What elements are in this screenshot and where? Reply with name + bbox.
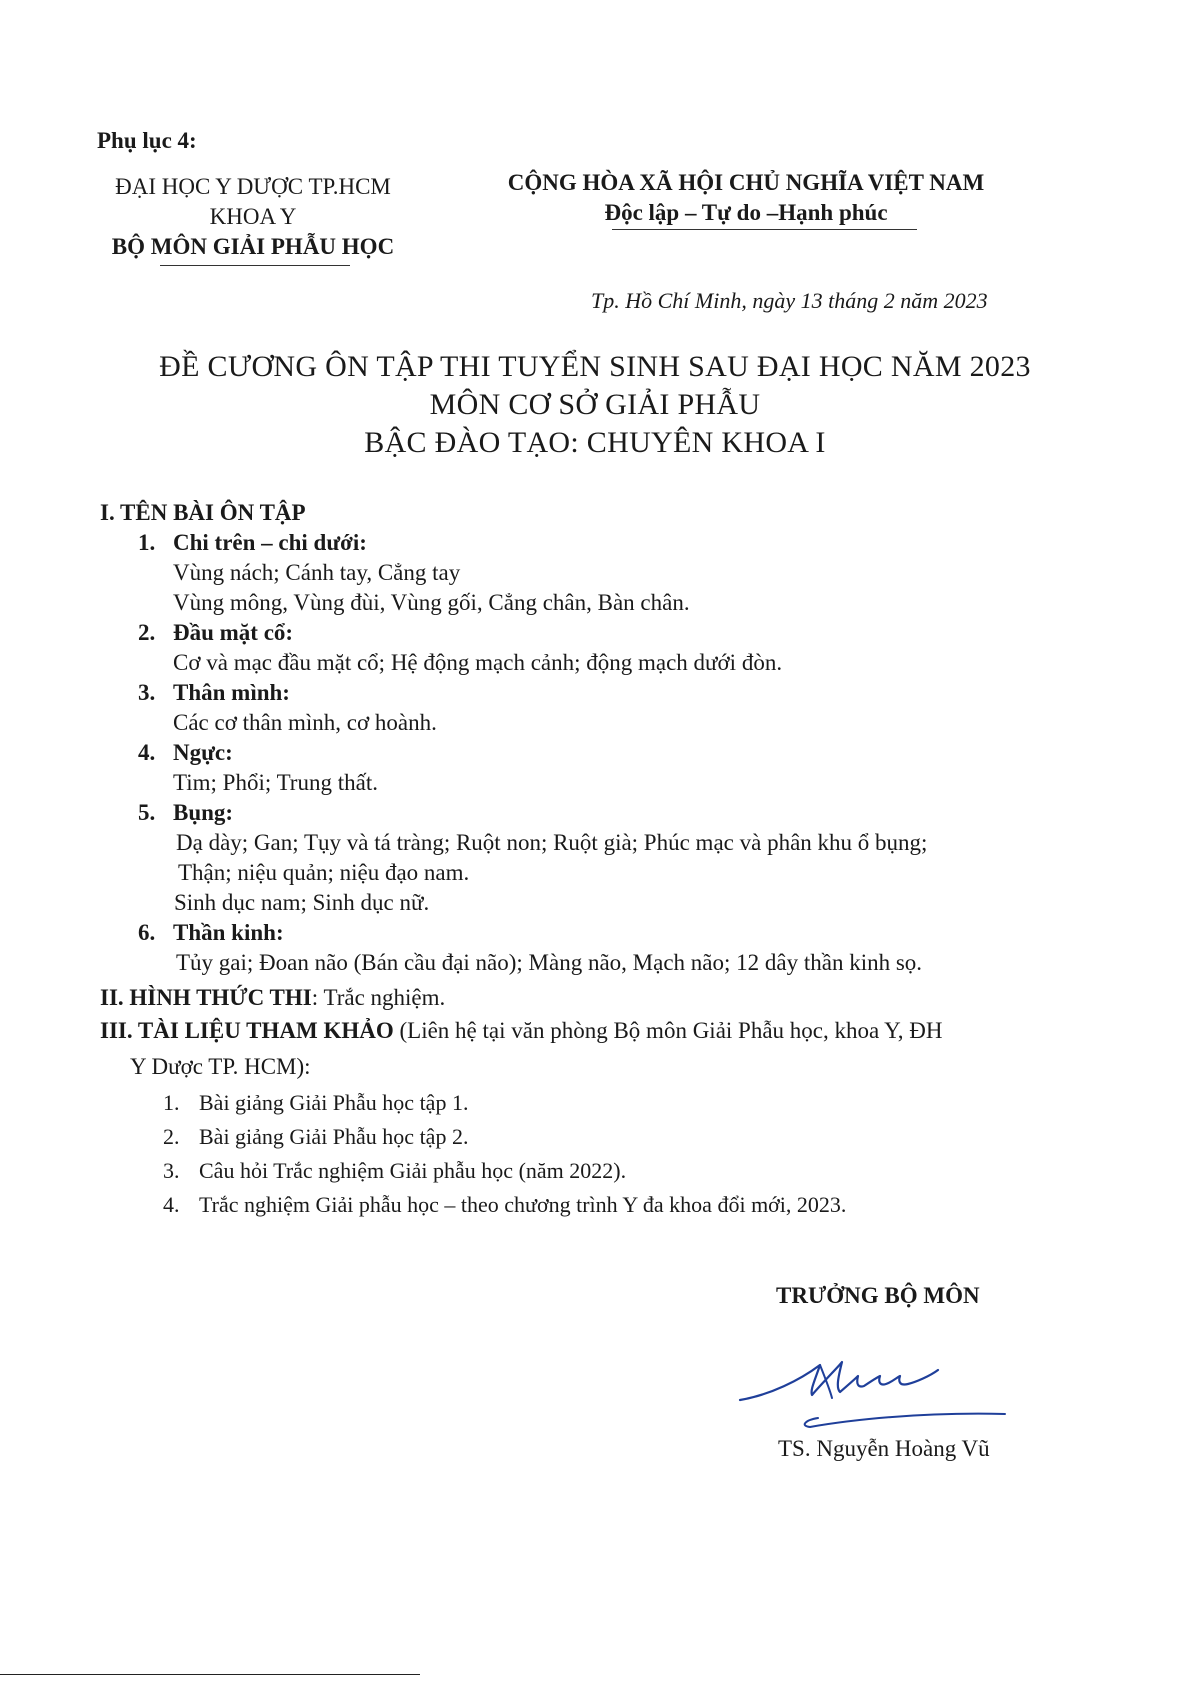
topic-line: Các cơ thân mình, cơ hoành. [173,710,437,735]
topic-line: Tủy gai; Đoan não (Bán cầu đại não); Màng não, Mạch não; 12 dây thần kinh sọ. [176,950,923,975]
department-underline [160,265,350,266]
topic-title: Thần kinh: [173,920,284,945]
topic-number: 1. [138,530,156,555]
section-3-line [100,1018,942,1044]
reference-number: 2. [163,1124,180,1149]
national-motto: Độc lập – Tự do –Hạnh phúc [604,200,888,225]
topic-title: Thân mình: [173,680,290,705]
topic-line: Dạ dày; Gan; Tụy và tá tràng; Ruột non; Ruột già; Phúc mạc và phân khu ổ bụng; [176,830,928,855]
topic-line: Cơ và mạc đầu mặt cổ; Hệ động mạch cảnh; động mạch dưới đòn. [173,650,783,675]
section-1-heading: I. TÊN BÀI ÔN TẬP [100,500,306,525]
topic-number: 5. [138,800,156,825]
handwritten-signature [730,1340,1020,1440]
faculty-name: KHOA Y [209,204,297,229]
reference-number: 1. [163,1090,180,1115]
topic-number: 4. [138,740,156,765]
section-3-heading: III. TÀI LIỆU THAM KHẢO [100,1018,394,1043]
topic-line: Vùng mông, Vùng đùi, Vùng gối, Cẳng chân, Bàn chân. [173,590,690,615]
references-note-cont: Y Dược TP. HCM): [130,1054,311,1079]
motto-underline [612,229,917,230]
topic-title: Ngực: [173,740,233,765]
topic-number: 2. [138,620,156,645]
topic-title: Đầu mặt cổ: [173,620,294,645]
university-name: ĐẠI HỌC Y DƯỢC TP.HCM [115,174,391,199]
section-2-line [100,985,445,1011]
document-title: ĐỀ CƯƠNG ÔN TẬP THI TUYỂN SINH SAU ĐẠI HỌC NĂM 2023 [159,350,1031,383]
republic-name: CỘNG HÒA XÃ HỘI CHỦ NGHĨA VIỆT NAM [507,170,985,195]
reference-number: 3. [163,1158,180,1183]
page-bottom-rule [0,1674,420,1675]
date-line: Tp. Hồ Chí Minh, ngày 13 tháng 2 năm 2023 [591,288,988,313]
subject-title: MÔN CƠ SỞ GIẢI PHẪU [429,388,761,421]
reference-item: Trắc nghiệm Giải phẫu học – theo chương trình Y đa khoa đổi mới, 2023. [199,1192,847,1217]
topic-number: 3. [138,680,156,705]
reference-item: Câu hỏi Trắc nghiệm Giải phẫu học (năm 2022). [199,1158,627,1183]
topic-line: Tim; Phổi; Trung thất. [173,770,378,795]
reference-item: Bài giảng Giải Phẫu học tập 2. [199,1124,469,1149]
topic-line: Sinh dục nam; Sinh dục nữ. [174,890,430,915]
topic-line: Thận; niệu quản; niệu đạo nam. [178,860,470,885]
exam-format: : Trắc nghiệm. [311,985,446,1010]
section-2-heading: II. HÌNH THỨC THI [100,985,312,1010]
topic-line: Vùng nách; Cánh tay, Cẳng tay [173,560,461,585]
topic-title: Chi trên – chi dưới: [173,530,367,555]
level-title: BẬC ĐÀO TẠO: CHUYÊN KHOA I [364,426,826,459]
references-note: (Liên hệ tại văn phòng Bộ môn Giải Phẫu học, khoa Y, ĐH [393,1018,943,1043]
reference-item: Bài giảng Giải Phẫu học tập 1. [199,1090,469,1115]
signer-role: TRƯỞNG BỘ MÔN [776,1283,980,1308]
appendix-label: Phụ lục 4: [97,128,197,153]
reference-number: 4. [163,1192,180,1217]
topic-number: 6. [138,920,156,945]
signer-name: TS. Nguyễn Hoàng Vũ [778,1436,990,1461]
department-name: BỘ MÔN GIẢI PHẪU HỌC [111,234,395,259]
topic-title: Bụng: [173,800,234,825]
